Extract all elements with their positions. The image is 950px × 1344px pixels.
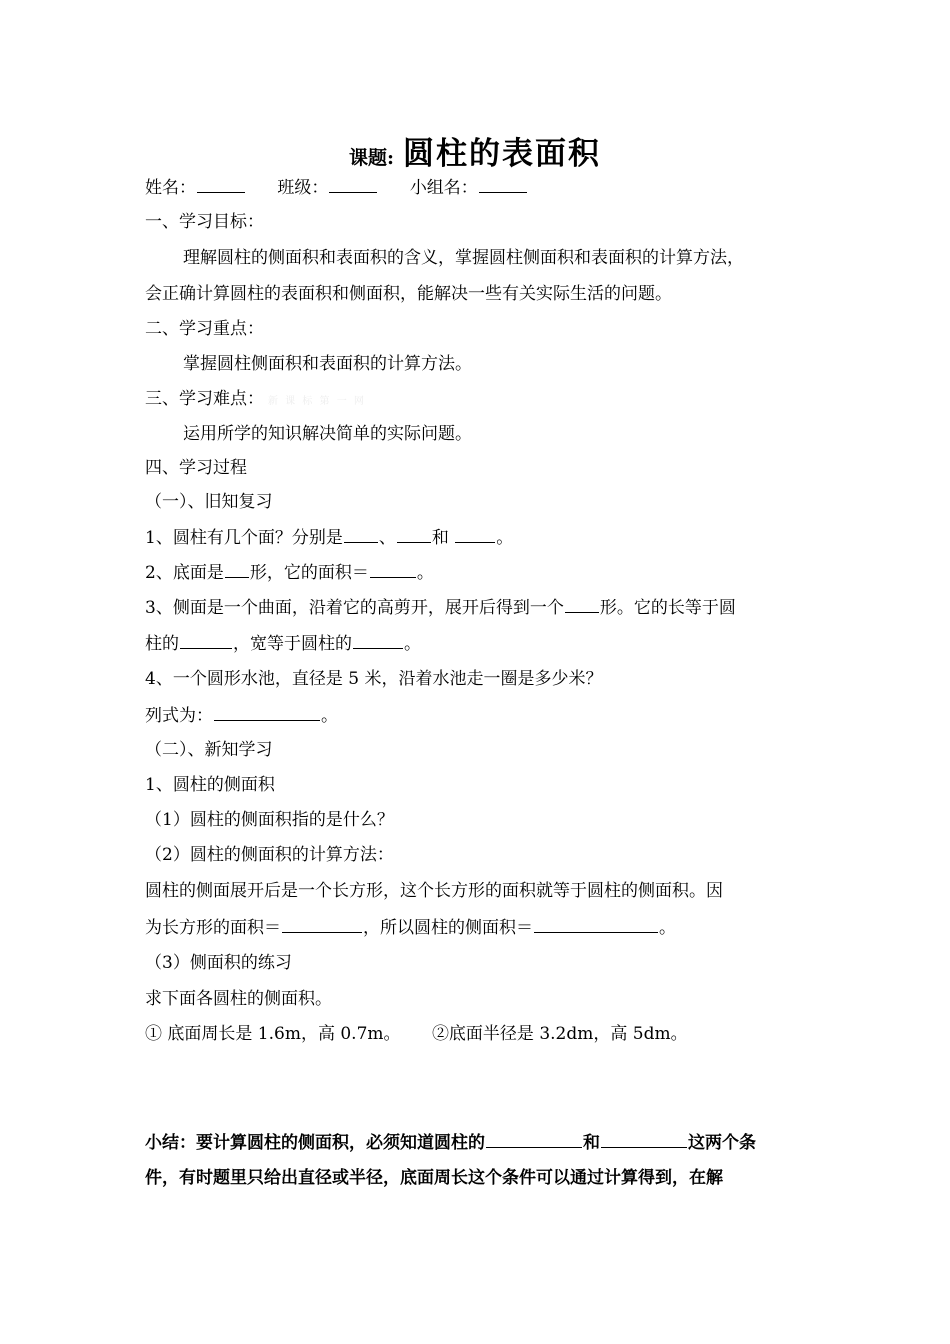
goal-text-1: 理解圆柱的侧面积和表面积的含义，掌握圆柱侧面积和表面积的计算方法，: [183, 248, 744, 268]
q4-end: 。: [321, 706, 338, 726]
q4-formula-label: 列式为：: [145, 706, 213, 726]
q2-text: 2、底面是: [145, 563, 224, 583]
q1-and: 和: [431, 528, 449, 548]
new-learning-sub1: 1、圆柱的侧面积: [145, 775, 275, 795]
p2-text-2a: 为长方形的面积＝: [145, 918, 281, 938]
review-heading: （一）、旧知复习: [145, 492, 273, 512]
q3-text: 3、侧面是一个曲面，沿着它的高剪开，展开后得到一个: [145, 598, 564, 618]
key-heading: 二、学习重点：: [145, 319, 264, 339]
q1-end: 。: [496, 528, 514, 548]
q1-sep: 、: [378, 528, 396, 548]
q1-blank-1[interactable]: [344, 525, 378, 543]
q4-blank[interactable]: [214, 703, 320, 721]
q1-text: 1、圆柱有几个面？分别是: [145, 528, 343, 548]
p2-text-2b: ，所以圆柱的侧面积＝: [363, 918, 533, 938]
q3-blank-3[interactable]: [353, 631, 403, 649]
summary-line-1: [145, 1130, 825, 1155]
new-learning-p2-text-1: 圆柱的侧面展开后是一个长方形，这个长方形的面积就等于圆柱的侧面积。因: [145, 881, 723, 901]
review-question-1: [145, 525, 825, 550]
lateral-area-blank[interactable]: [534, 915, 658, 933]
review-question-3-cont: [145, 631, 825, 656]
student-info-row: [145, 175, 825, 200]
q2-blank-1[interactable]: [225, 560, 249, 578]
new-learning-p1: （1）圆柱的侧面积指的是什么？: [145, 810, 394, 830]
new-learning-heading: （二）、新知学习: [145, 740, 273, 760]
exercise-2: ②底面半径是 3.2dm，高 5dm。: [431, 1024, 688, 1044]
q2-blank-2[interactable]: [370, 560, 416, 578]
q3-text-c: 柱的: [145, 634, 179, 654]
new-learning-p3: （3）侧面积的练习: [145, 953, 292, 973]
new-learning-p3-task: 求下面各圆柱的侧面积。: [145, 989, 332, 1009]
q3-text-d: ，宽等于圆柱的: [233, 634, 352, 654]
q3-blank-2[interactable]: [180, 631, 232, 649]
p2-text-2end: 。: [659, 918, 676, 938]
q2-text-b: 形，它的面积＝: [249, 563, 369, 583]
summary-text-c: 这两个条: [688, 1133, 756, 1153]
q3-end: 。: [404, 634, 421, 654]
summary-blank-1[interactable]: [486, 1130, 582, 1148]
title-prefix: 课题:: [348, 147, 394, 169]
q1-blank-2[interactable]: [397, 525, 431, 543]
review-question-4: 4、一个圆形水池，直径是 5 米，沿着水池走一圈是多少米？: [145, 669, 603, 689]
hard-heading-row: [145, 387, 825, 414]
exercise-1: ① 底面周长是 1.6m，高 0.7m。: [145, 1024, 401, 1044]
review-question-4-formula: [145, 703, 825, 728]
hard-text: 运用所学的知识解决简单的实际问题。: [183, 424, 472, 444]
summary-text-a: 小结：要计算圆柱的侧面积，必须知道圆柱的: [145, 1133, 485, 1153]
new-learning-p2: （2）圆柱的侧面积的计算方法：: [145, 845, 394, 865]
name-label: 姓名：: [145, 178, 196, 198]
title-main: 圆柱的表面积: [403, 136, 602, 172]
summary-blank-2[interactable]: [601, 1130, 687, 1148]
page-title: [0, 128, 950, 173]
review-question-3: [145, 595, 825, 620]
hard-heading: 三、学习难点：: [145, 389, 264, 409]
goal-heading: 一、学习目标：: [145, 212, 264, 232]
class-blank[interactable]: [329, 175, 377, 193]
new-learning-p2-text-2: [145, 915, 825, 940]
group-blank[interactable]: [479, 175, 527, 193]
summary-line-2: 件，有时题里只给出直径或半径，底面周长这个条件可以通过计算得到，在解: [145, 1168, 723, 1188]
review-question-2: [145, 560, 825, 585]
class-label: 班级：: [277, 178, 329, 198]
q3-text-b: 形。它的长等于圆: [599, 598, 736, 618]
q1-blank-3[interactable]: [455, 525, 495, 543]
q2-end: 。: [416, 563, 434, 583]
exercise-row: [145, 1022, 825, 1046]
watermark-text: 新 课 标 第 一 网: [268, 396, 366, 407]
group-label: 小组名：: [409, 178, 478, 198]
rect-area-blank[interactable]: [282, 915, 362, 933]
name-blank[interactable]: [197, 175, 245, 193]
q3-blank-1[interactable]: [565, 595, 599, 613]
summary-text-b: 和: [583, 1133, 600, 1153]
goal-text-2: 会正确计算圆柱的表面积和侧面积，能解决一些有关实际生活的问题。: [145, 284, 672, 304]
process-heading: 四、学习过程: [145, 458, 247, 478]
key-text: 掌握圆柱侧面积和表面积的计算方法。: [183, 354, 472, 374]
